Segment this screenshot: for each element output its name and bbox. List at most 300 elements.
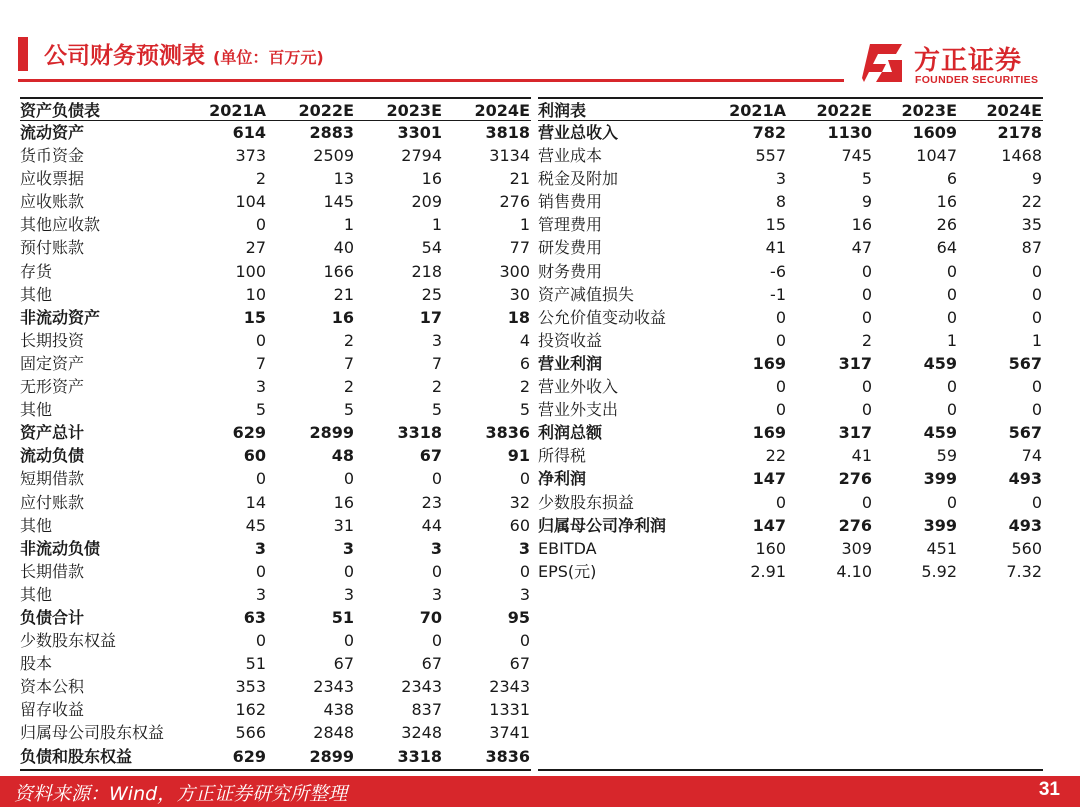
cell-value: 18	[507, 307, 530, 327]
cell-value: 15	[243, 307, 266, 327]
cell-value: 3741	[489, 723, 530, 743]
row-label: EBITDA	[538, 538, 597, 558]
cell-value: 7	[255, 353, 266, 373]
balance-sheet-table	[20, 97, 531, 768]
cell-value: 27	[245, 238, 266, 258]
cell-value: 0	[861, 492, 872, 512]
year-header: 2022E	[816, 101, 872, 120]
table-row	[20, 467, 531, 490]
cell-value: 1130	[827, 123, 872, 142]
table-row	[20, 144, 531, 167]
cell-value: 166	[323, 261, 354, 281]
cell-value: 0	[343, 561, 354, 581]
cell-value: 77	[509, 238, 530, 258]
cell-value: 300	[499, 261, 530, 281]
cell-value: 0	[431, 631, 442, 651]
table-row	[538, 260, 1043, 283]
cell-value: 2848	[313, 723, 354, 743]
cell-value: 74	[1021, 446, 1042, 466]
cell-value: 2509	[313, 146, 354, 166]
cell-value: 0	[861, 400, 872, 420]
cell-value: 451	[926, 538, 957, 558]
row-label: 非流动负债	[20, 538, 101, 558]
year-header: 2023E	[386, 101, 442, 120]
table-row	[20, 283, 531, 306]
cell-value: 0	[343, 631, 354, 651]
cell-value: 0	[1031, 377, 1042, 397]
table-bottom-rule	[538, 769, 1043, 771]
row-label: 流动负债	[20, 446, 85, 466]
table-row	[538, 213, 1043, 236]
cell-value: 3	[343, 584, 354, 604]
cell-value: 1468	[1001, 146, 1042, 166]
table-row	[538, 421, 1043, 444]
cell-value: 2	[519, 377, 530, 397]
cell-value: 70	[419, 607, 442, 627]
cell-value: 22	[765, 446, 786, 466]
row-label: 应付账款	[20, 492, 85, 512]
cell-value: 16	[936, 192, 957, 212]
table-row	[20, 745, 531, 768]
cell-value: 5.92	[921, 561, 957, 581]
cell-value: 2343	[401, 677, 442, 697]
cell-value: 3	[342, 538, 354, 558]
cell-value: 0	[775, 492, 786, 512]
row-label: 财务费用	[538, 261, 603, 281]
row-label: 其他	[20, 284, 53, 304]
table-row	[20, 606, 531, 629]
year-header: 2021A	[729, 101, 786, 120]
cell-value: 3	[431, 584, 442, 604]
cell-value: 45	[245, 515, 266, 535]
cell-value: 560	[1011, 538, 1042, 558]
cell-value: 3	[255, 377, 266, 397]
cell-value: 2899	[309, 746, 354, 766]
cell-value: 438	[323, 700, 354, 720]
cell-value: 5	[255, 400, 266, 420]
cell-value: 2343	[489, 677, 530, 697]
table-row	[538, 144, 1043, 167]
row-label: 长期借款	[20, 561, 85, 581]
cell-value: 87	[1021, 238, 1042, 258]
cell-value: 399	[923, 515, 957, 535]
cell-value: 3818	[485, 123, 530, 142]
cell-value: 276	[499, 192, 530, 212]
cell-value: 145	[323, 192, 354, 212]
row-label: 资产减值损失	[538, 284, 635, 304]
table-row	[20, 444, 531, 467]
cell-value: 317	[838, 353, 872, 373]
cell-value: 0	[775, 330, 786, 350]
table-row	[20, 698, 531, 721]
cell-value: 21	[509, 169, 530, 189]
cell-value: 35	[1021, 215, 1042, 235]
row-label: 税金及附加	[538, 169, 619, 189]
cell-value: 399	[923, 469, 957, 489]
row-label: 货币资金	[20, 146, 85, 166]
cell-value: 3	[255, 584, 266, 604]
table-row	[538, 283, 1043, 306]
table-row	[20, 213, 531, 236]
cell-value: 67	[333, 654, 354, 674]
cell-value: 1	[431, 215, 442, 235]
title-underline	[18, 79, 844, 82]
cell-value: 3	[519, 584, 530, 604]
cell-value: 15	[765, 215, 786, 235]
cell-value: 16	[333, 492, 354, 512]
cell-value: 459	[923, 423, 957, 443]
cell-value: 0	[946, 492, 957, 512]
cell-value: 67	[421, 654, 442, 674]
table-row	[538, 491, 1043, 514]
table-row	[538, 375, 1043, 398]
row-label: 资本公积	[20, 677, 85, 697]
cell-value: 0	[1031, 307, 1042, 327]
row-label: 研发费用	[538, 238, 603, 258]
cell-value: 9	[1031, 169, 1042, 189]
cell-value: 3301	[397, 123, 442, 142]
table-row	[20, 675, 531, 698]
cell-value: 2794	[401, 146, 442, 166]
cell-value: 14	[245, 492, 266, 512]
footer-bar	[0, 776, 1080, 807]
founder-logo-icon	[862, 42, 904, 84]
row-label: 营业成本	[538, 146, 603, 166]
cell-value: 1331	[489, 700, 530, 720]
page-title-unit: (单位：百万元)	[213, 48, 324, 67]
row-label: 营业外支出	[538, 400, 619, 420]
cell-value: 2	[343, 330, 354, 350]
cell-value: 3	[431, 330, 442, 350]
row-label: 归属母公司股东权益	[20, 723, 165, 743]
cell-value: 60	[509, 515, 530, 535]
table-row	[20, 491, 531, 514]
cell-value: 0	[861, 284, 872, 304]
row-label: 短期借款	[20, 469, 85, 489]
table-row	[538, 537, 1043, 560]
cell-value: 1	[519, 215, 530, 235]
cell-value: 63	[243, 607, 266, 627]
cell-value: 0	[946, 284, 957, 304]
row-label: 预付账款	[20, 238, 85, 258]
cell-value: 1	[343, 215, 354, 235]
table-row	[20, 190, 531, 213]
cell-value: 147	[752, 469, 786, 489]
cell-value: 7.32	[1006, 561, 1042, 581]
cell-value: 837	[411, 700, 442, 720]
cell-value: 67	[419, 446, 442, 466]
cell-value: 48	[331, 446, 354, 466]
cell-value: 459	[923, 353, 957, 373]
logo-english-name: FOUNDER SECURITIES	[915, 74, 1039, 86]
cell-value: 5	[431, 400, 442, 420]
cell-value: 309	[841, 538, 872, 558]
cell-value: 0	[946, 307, 957, 327]
cell-value: 162	[235, 700, 266, 720]
cell-value: 2.91	[750, 561, 786, 581]
page-title	[44, 37, 324, 70]
cell-value: 2	[343, 377, 354, 397]
cell-value: 0	[255, 330, 266, 350]
table-row	[20, 421, 531, 444]
cell-value: 0	[775, 377, 786, 397]
table-row	[20, 398, 531, 421]
row-label: 长期投资	[20, 330, 85, 350]
cell-value: 5	[861, 169, 872, 189]
cell-value: 5	[343, 400, 354, 420]
cell-value: 104	[235, 192, 266, 212]
cell-value: 169	[752, 423, 786, 443]
table-row	[538, 236, 1043, 259]
table-row	[20, 329, 531, 352]
cell-value: 17	[419, 307, 442, 327]
cell-value: 0	[255, 631, 266, 651]
cell-value: 7	[431, 353, 442, 373]
cell-value: 3	[518, 538, 530, 558]
table-row	[538, 398, 1043, 421]
cell-value: 3318	[397, 746, 442, 766]
cell-value: 47	[851, 238, 872, 258]
cell-value: 493	[1008, 469, 1042, 489]
table-row	[20, 167, 531, 190]
table-row	[538, 329, 1043, 352]
cell-value: 0	[431, 469, 442, 489]
cell-value: 16	[851, 215, 872, 235]
row-label: 公允价值变动收益	[538, 307, 667, 327]
row-label: 负债合计	[20, 607, 85, 627]
row-label: 非流动资产	[20, 307, 101, 327]
cell-value: 67	[509, 654, 530, 674]
cell-value: 16	[331, 307, 354, 327]
cell-value: 0	[1031, 400, 1042, 420]
row-label: 少数股东权益	[20, 631, 117, 651]
cell-value: 2178	[997, 123, 1042, 142]
row-label: 销售费用	[538, 192, 603, 212]
cell-value: 41	[765, 238, 786, 258]
cell-value: 4.10	[836, 561, 872, 581]
row-label: 资产总计	[20, 423, 85, 443]
row-label: 其他应收款	[20, 215, 101, 235]
cell-value: 0	[431, 561, 442, 581]
cell-value: 2883	[309, 123, 354, 142]
cell-value: 0	[343, 469, 354, 489]
table-row	[20, 260, 531, 283]
row-label: 固定资产	[20, 353, 85, 373]
title-accent-bar	[18, 37, 28, 71]
cell-value: 0	[519, 469, 530, 489]
cell-value: 317	[838, 423, 872, 443]
table-row	[538, 167, 1043, 190]
year-header: 2024E	[986, 101, 1042, 120]
cell-value: 3248	[401, 723, 442, 743]
cell-value: 169	[752, 353, 786, 373]
cell-value: 276	[838, 515, 872, 535]
cell-value: 0	[946, 261, 957, 281]
cell-value: 614	[232, 123, 266, 142]
cell-value: 0	[1031, 284, 1042, 304]
cell-value: 3836	[485, 423, 530, 443]
cell-value: 26	[936, 215, 957, 235]
cell-value: 567	[1008, 353, 1042, 373]
year-header: 2023E	[901, 101, 957, 120]
logo-chinese-name: 方正证券	[914, 46, 1023, 76]
cell-value: 629	[232, 423, 266, 443]
cell-value: 7	[343, 353, 354, 373]
cell-value: 23	[421, 492, 442, 512]
cell-value: 782	[752, 123, 786, 142]
row-label: 无形资产	[20, 377, 85, 397]
table-row	[20, 721, 531, 744]
cell-value: 22	[1021, 192, 1042, 212]
income-statement-title: 利润表	[538, 101, 587, 120]
table-row	[538, 444, 1043, 467]
cell-value: 566	[235, 723, 266, 743]
cell-value: 1609	[912, 123, 957, 142]
cell-value: 44	[421, 515, 442, 535]
table-row	[20, 560, 531, 583]
cell-value: 13	[333, 169, 354, 189]
cell-value: 209	[411, 192, 442, 212]
table-row	[538, 560, 1043, 583]
row-label: 应收票据	[20, 169, 85, 189]
cell-value: 218	[411, 261, 442, 281]
cell-value: 0	[775, 307, 786, 327]
cell-value: 493	[1008, 515, 1042, 535]
cell-value: 25	[421, 284, 442, 304]
cell-value: 91	[507, 446, 530, 466]
row-label: 应收账款	[20, 192, 85, 212]
table-row	[538, 352, 1043, 375]
row-label: 流动资产	[20, 123, 85, 142]
cell-value: 0	[861, 377, 872, 397]
table-row	[20, 514, 531, 537]
row-label: 利润总额	[538, 423, 603, 443]
table-row	[20, 629, 531, 652]
row-label: 营业利润	[538, 353, 603, 373]
row-label: 存货	[20, 261, 53, 281]
cell-value: 0	[1031, 492, 1042, 512]
cell-value: 629	[232, 746, 266, 766]
cell-value: 51	[331, 607, 354, 627]
row-label: 营业外收入	[538, 377, 619, 397]
cell-value: 557	[755, 146, 786, 166]
page-title-text: 公司财务预测表	[44, 43, 205, 69]
cell-value: 60	[243, 446, 266, 466]
table-row	[20, 121, 531, 144]
data-source-note: 资料来源：Wind，方正证券研究所整理	[14, 783, 348, 805]
row-label: 归属母公司净利润	[538, 515, 667, 535]
year-header: 2021A	[209, 101, 266, 120]
table-row	[538, 467, 1043, 490]
cell-value: 100	[235, 261, 266, 281]
cell-value: 59	[936, 446, 957, 466]
cell-value: 745	[841, 146, 872, 166]
cell-value: 276	[838, 469, 872, 489]
cell-value: 95	[507, 607, 530, 627]
cell-value: 32	[509, 492, 530, 512]
cell-value: 2	[255, 169, 266, 189]
company-logo	[862, 40, 1062, 88]
income-statement-table	[538, 97, 1043, 583]
cell-value: 0	[519, 561, 530, 581]
cell-value: 2343	[313, 677, 354, 697]
cell-value: 147	[752, 515, 786, 535]
table-row	[20, 375, 531, 398]
cell-value: 0	[861, 261, 872, 281]
balance-sheet-title: 资产负债表	[20, 101, 101, 120]
cell-value: -1	[770, 284, 786, 304]
row-label: 所得税	[538, 446, 587, 466]
cell-value: 567	[1008, 423, 1042, 443]
cell-value: 0	[946, 400, 957, 420]
table-row	[20, 236, 531, 259]
cell-value: 0	[519, 631, 530, 651]
cell-value: 16	[421, 169, 442, 189]
row-label: 管理费用	[538, 215, 603, 235]
cell-value: 3	[430, 538, 442, 558]
cell-value: 5	[519, 400, 530, 420]
cell-value: 0	[1031, 261, 1042, 281]
row-label: 其他	[20, 584, 53, 604]
cell-value: 64	[936, 238, 957, 258]
page-number: 31	[1038, 779, 1060, 800]
table-row	[20, 537, 531, 560]
cell-value: 0	[775, 400, 786, 420]
cell-value: 1	[1031, 330, 1042, 350]
table-row	[20, 583, 531, 606]
table-row	[538, 190, 1043, 213]
row-label: 负债和股东权益	[20, 746, 133, 766]
cell-value: 4	[519, 330, 530, 350]
row-label: 留存收益	[20, 700, 85, 720]
table-row	[20, 652, 531, 675]
cell-value: 41	[851, 446, 872, 466]
row-label: 股本	[20, 654, 53, 674]
cell-value: 6	[519, 353, 530, 373]
cell-value: 0	[255, 215, 266, 235]
cell-value: 0	[255, 561, 266, 581]
row-label: 营业总收入	[538, 123, 619, 142]
cell-value: 31	[333, 515, 354, 535]
row-label: 少数股东损益	[538, 492, 635, 512]
row-label: 净利润	[538, 469, 587, 489]
cell-value: 373	[235, 146, 266, 166]
cell-value: 353	[235, 677, 266, 697]
cell-value: 2899	[309, 423, 354, 443]
cell-value: 160	[755, 538, 786, 558]
cell-value: 9	[861, 192, 872, 212]
cell-value: 2	[431, 377, 442, 397]
row-label: EPS(元)	[538, 561, 597, 581]
table-row	[538, 121, 1043, 144]
row-label: 其他	[20, 515, 53, 535]
cell-value: 1047	[916, 146, 957, 166]
cell-value: 10	[245, 284, 266, 304]
cell-value: 0	[861, 307, 872, 327]
cell-value: 1	[946, 330, 957, 350]
table-row	[538, 306, 1043, 329]
cell-value: 54	[421, 238, 442, 258]
income-statement-header	[538, 97, 1043, 121]
cell-value: 51	[245, 654, 266, 674]
row-label: 其他	[20, 400, 53, 420]
table-row	[20, 352, 531, 375]
cell-value: 8	[775, 192, 786, 212]
year-header: 2022E	[298, 101, 354, 120]
cell-value: 2	[861, 330, 872, 350]
cell-value: 3318	[397, 423, 442, 443]
table-row	[538, 514, 1043, 537]
